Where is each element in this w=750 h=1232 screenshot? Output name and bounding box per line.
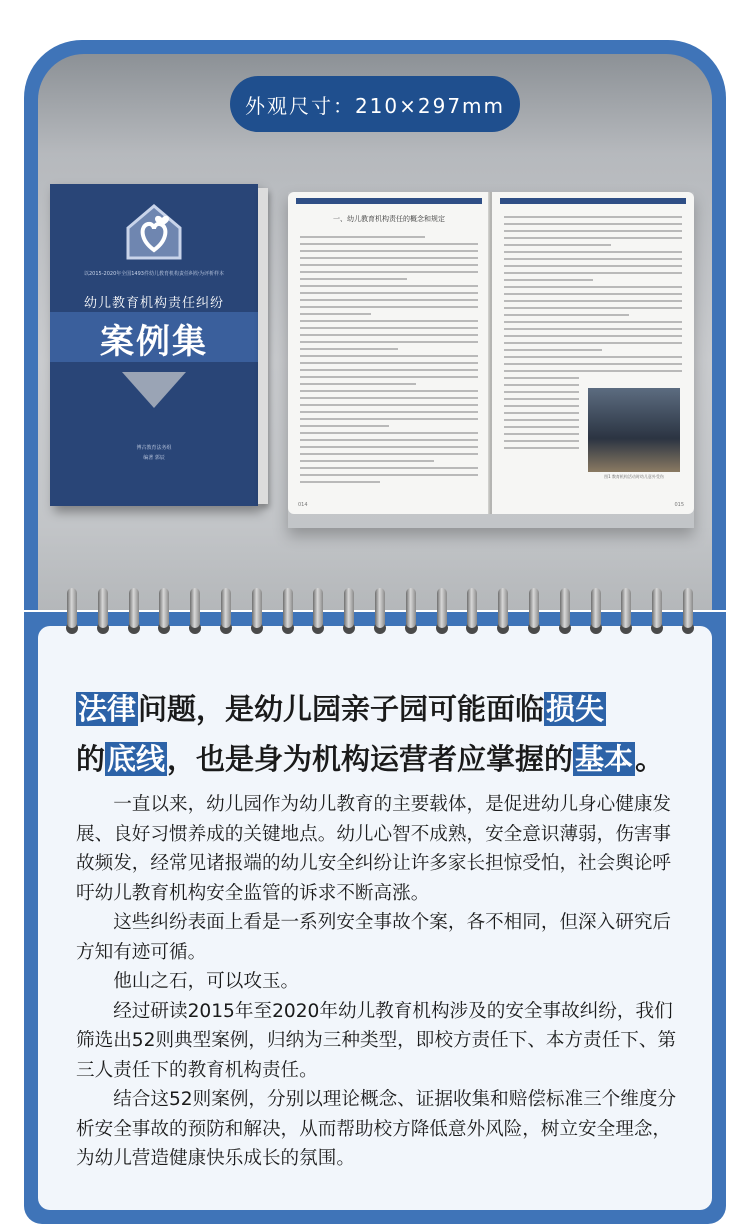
binding-ring-icon — [129, 588, 139, 628]
paragraph: 这些纠纷表面上看是一系列安全事故个案，各不相同，但深入研究后方知有迹可循。 — [76, 912, 672, 963]
headline-text: 。 — [635, 742, 665, 776]
left-page-text — [300, 236, 478, 488]
headline — [76, 684, 686, 784]
children-graduation-photo — [588, 388, 680, 472]
binding-ring-icon — [98, 588, 108, 628]
binding-ring-icon — [313, 588, 323, 628]
house-heart-logo-icon — [122, 202, 186, 260]
binding-ring-icon — [283, 588, 293, 628]
headline-text: ，也是身为机构运营者应掌握的 — [167, 742, 574, 776]
right-page-number: 015 — [674, 502, 684, 508]
binding-ring-icon — [683, 588, 693, 628]
size-label: 外观尺寸：210×297mm — [230, 76, 520, 132]
headline-highlight: 损失 — [546, 692, 605, 726]
headline-text: 的 — [76, 742, 106, 776]
binding-ring-icon — [221, 588, 231, 628]
left-page — [288, 192, 490, 514]
headline-highlight: 底线 — [107, 742, 166, 776]
binding-ring-icon — [652, 588, 662, 628]
cover-title: 案例集 — [100, 322, 208, 362]
headline-text: 问题，是幼儿园亲子园可能面临 — [138, 692, 545, 726]
binding-ring-icon — [560, 588, 570, 628]
cover-series-line: 以2015-2020年全国1493件幼儿教育机构责任纠纷为评析样本 — [84, 271, 224, 277]
left-page-heading: 一、幼儿教育机构责任的概念和规定 — [333, 215, 445, 223]
page-header-bar — [500, 198, 686, 204]
binding-ring-icon — [591, 588, 601, 628]
binding-ring-icon — [621, 588, 631, 628]
cover-subtitle: 幼儿教育机构责任纠纷 — [83, 296, 224, 311]
binding-ring-icon — [467, 588, 477, 628]
binding-ring-icon — [190, 588, 200, 628]
photo-caption: 图1 教育机构活动时幼儿意外受伤 — [604, 474, 664, 479]
binding-ring-icon — [159, 588, 169, 628]
paragraph: 经过研读2015年至2020年幼儿教育机构涉及的安全事故纠纷，我们筛选出52则典型案例，归纳为三种类型，即校方责任下、本方责任下、第三人责任下的教育机构责任。 — [76, 1000, 677, 1081]
cover-editor: 编著 郭辰 — [143, 455, 165, 461]
binding-ring-icon — [344, 588, 354, 628]
paragraph: 一直以来，幼儿园作为幼儿教育的主要载体，是促进幼儿身心健康发展、良好习惯养成的关键地点。幼儿心智不成熟，安全意识薄弱，伤害事故频发，经常见诸报端的幼儿安全纠纷让许多家长担惊受怕，社会舆论呼吁幼儿教育机构安全监管的诉求不断高涨。 — [76, 794, 672, 904]
cover-triangle-icon — [122, 372, 186, 408]
right-page — [492, 192, 694, 514]
binding-ring-icon — [67, 588, 77, 628]
left-page-number: 014 — [298, 502, 308, 508]
open-book — [288, 192, 694, 528]
body-text — [76, 790, 686, 1174]
headline-highlight: 法律 — [78, 692, 137, 726]
book-cover — [50, 184, 258, 506]
binding-ring-icon — [252, 588, 262, 628]
binding-ring-icon — [437, 588, 447, 628]
cover-publisher: 博古教育法务组 — [136, 445, 172, 451]
headline-highlight: 基本 — [575, 742, 634, 776]
binding-ring-icon — [375, 588, 385, 628]
paragraph: 结合这52则案例，分别以理论概念、证据收集和赔偿标准三个维度分析安全事故的预防和解决，从而帮助校方降低意外风险，树立安全理念，为幼儿营造健康快乐成长的氛围。 — [76, 1089, 677, 1169]
paragraph: 他山之石，可以攻玉。 — [113, 971, 300, 992]
binding-ring-icon — [498, 588, 508, 628]
page-header-bar — [296, 198, 482, 204]
binding-ring-icon — [529, 588, 539, 628]
book-spine — [258, 188, 268, 504]
product-photo — [38, 54, 712, 610]
binding-ring-icon — [406, 588, 416, 628]
